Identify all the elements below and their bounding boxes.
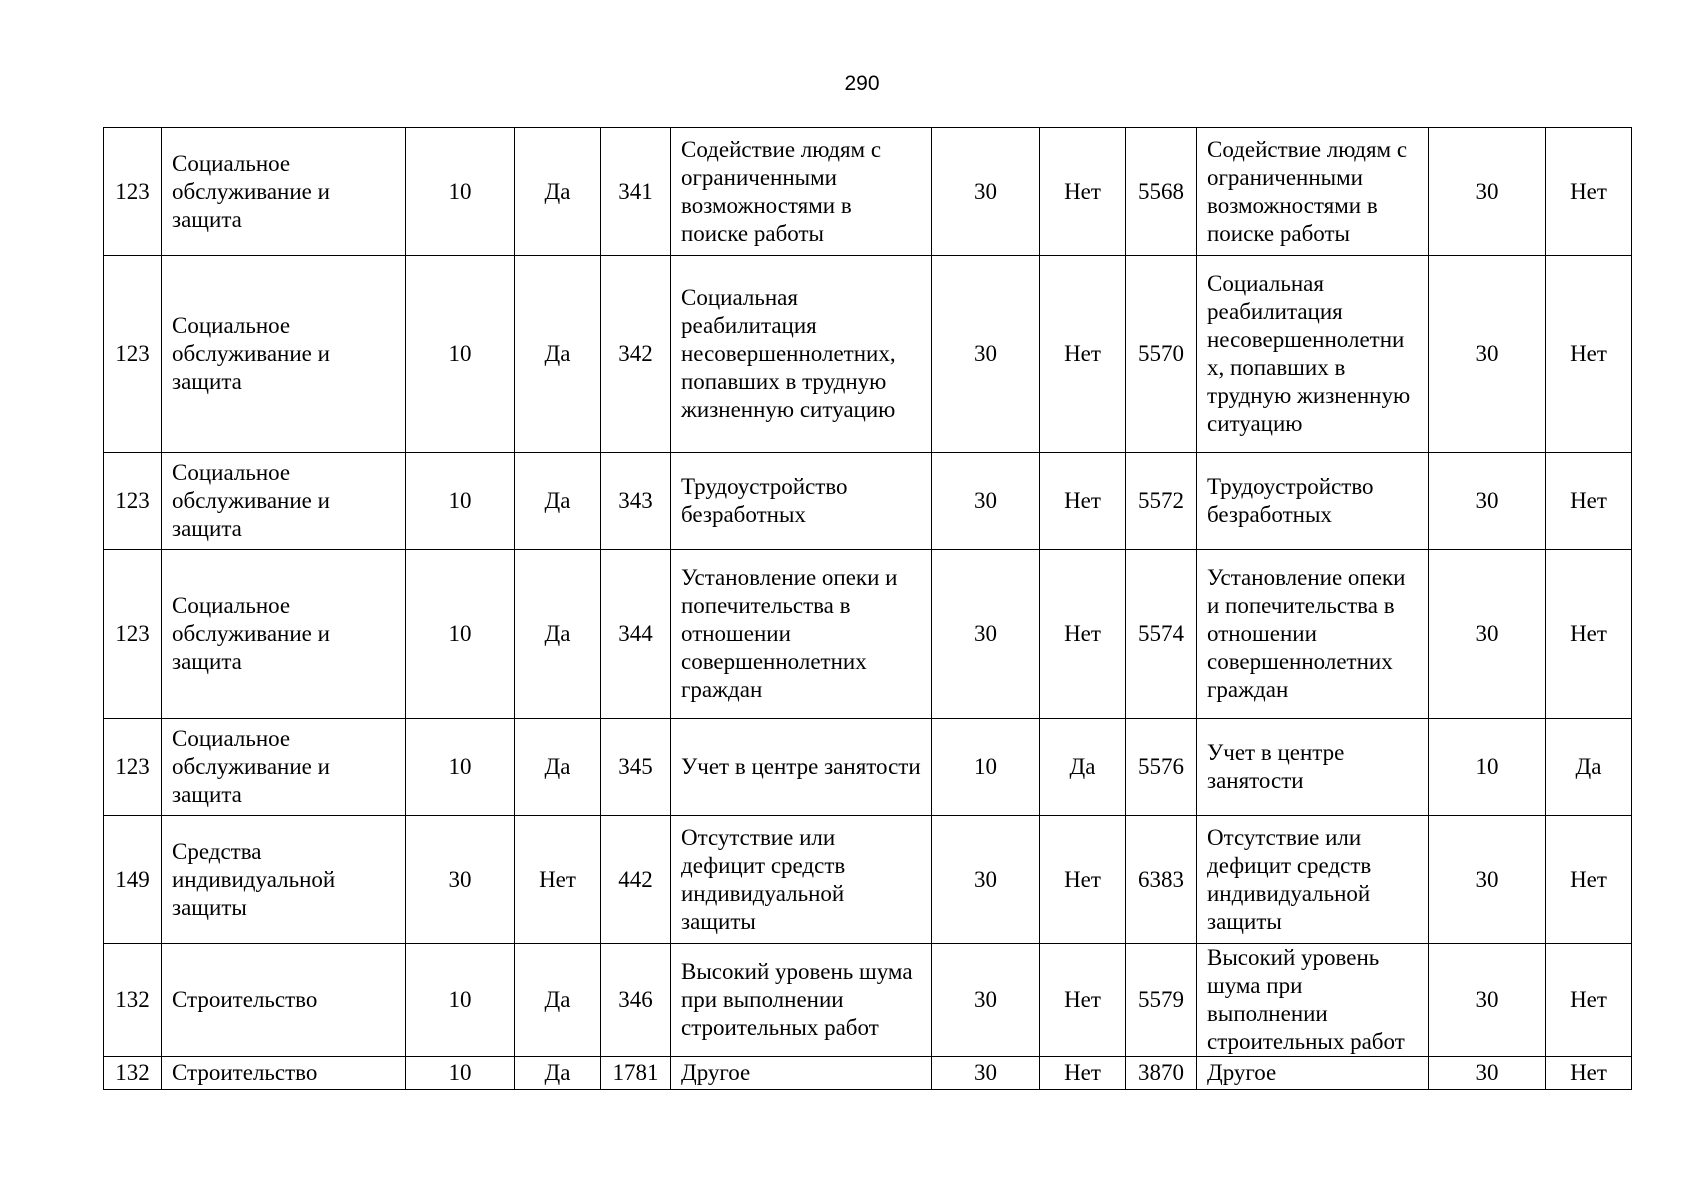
id-cell: 341 [601, 128, 671, 256]
score-cell: 30 [1429, 1057, 1546, 1090]
flag-cell: Нет [1040, 128, 1126, 256]
flag-cell: Нет [1040, 1057, 1126, 1090]
score-cell: 10 [406, 256, 515, 453]
category-cell: Средства индивидуальной защиты [162, 816, 406, 944]
code-cell: 149 [104, 816, 162, 944]
description-cell: Отсутствие или дефицит средств индивидуальной защиты [1197, 816, 1429, 944]
code-cell: 123 [104, 128, 162, 256]
table-row [104, 816, 1632, 944]
score-cell: 10 [406, 1057, 515, 1090]
id-cell: 5568 [1126, 128, 1197, 256]
score-cell: 30 [932, 550, 1040, 719]
flag-cell: Нет [1040, 816, 1126, 944]
flag-cell: Нет [1546, 128, 1632, 256]
flag-cell: Нет [1040, 944, 1126, 1057]
code-cell: 132 [104, 1057, 162, 1090]
category-cell: Строительство [162, 944, 406, 1057]
description-cell: Высокий уровень шума при выполнении строительных работ [1197, 944, 1429, 1057]
id-cell: 5572 [1126, 453, 1197, 550]
description-cell: Учет в центре занятости [671, 719, 932, 816]
score-cell: 10 [406, 550, 515, 719]
id-cell: 346 [601, 944, 671, 1057]
data-table [103, 127, 1632, 1090]
score-cell: 10 [406, 453, 515, 550]
score-cell: 30 [932, 128, 1040, 256]
description-cell: Установление опеки и попечительства в отношении совершеннолетних граждан [671, 550, 932, 719]
code-cell: 123 [104, 256, 162, 453]
score-cell: 30 [1429, 550, 1546, 719]
score-cell: 30 [932, 256, 1040, 453]
score-cell: 30 [932, 453, 1040, 550]
flag-cell: Нет [1040, 256, 1126, 453]
flag-cell: Нет [1546, 256, 1632, 453]
score-cell: 30 [1429, 816, 1546, 944]
description-cell: Трудоустройство безработных [671, 453, 932, 550]
flag-cell: Нет [1546, 550, 1632, 719]
page-number: 290 [844, 72, 880, 95]
flag-cell: Да [515, 944, 601, 1057]
description-cell: Содействие людям с ограниченными возможностями в поиске работы [1197, 128, 1429, 256]
score-cell: 30 [932, 1057, 1040, 1090]
code-cell: 132 [104, 944, 162, 1057]
flag-cell: Да [515, 128, 601, 256]
id-cell: 343 [601, 453, 671, 550]
score-cell: 30 [932, 816, 1040, 944]
description-cell: Социальная реабилитация несовершеннолетни х, попавших в трудную жизненную ситуацию [1197, 256, 1429, 453]
description-cell: Установление опеки и попечительства в отношении совершеннолетних граждан [1197, 550, 1429, 719]
flag-cell: Нет [515, 816, 601, 944]
flag-cell: Да [515, 256, 601, 453]
category-cell: Строительство [162, 1057, 406, 1090]
score-cell: 30 [932, 944, 1040, 1057]
description-cell: Отсутствие или дефицит средств индивидуальной защиты [671, 816, 932, 944]
flag-cell: Нет [1546, 944, 1632, 1057]
table-row [104, 128, 1632, 256]
id-cell: 342 [601, 256, 671, 453]
description-cell: Высокий уровень шума при выполнении строительных работ [671, 944, 932, 1057]
description-cell: Учет в центре занятости [1197, 719, 1429, 816]
category-cell: Социальное обслуживание и защита [162, 256, 406, 453]
flag-cell: Нет [1040, 550, 1126, 719]
description-cell: Другое [671, 1057, 932, 1090]
category-cell: Социальное обслуживание и защита [162, 550, 406, 719]
score-cell: 30 [1429, 256, 1546, 453]
table-row [104, 944, 1632, 1057]
code-cell: 123 [104, 453, 162, 550]
flag-cell: Да [515, 453, 601, 550]
code-cell: 123 [104, 550, 162, 719]
flag-cell: Да [515, 550, 601, 719]
table-row [104, 453, 1632, 550]
table-row [104, 550, 1632, 719]
flag-cell: Нет [1546, 453, 1632, 550]
score-cell: 30 [1429, 128, 1546, 256]
id-cell: 1781 [601, 1057, 671, 1090]
score-cell: 10 [406, 719, 515, 816]
score-cell: 30 [1429, 944, 1546, 1057]
flag-cell: Нет [1546, 1057, 1632, 1090]
flag-cell: Да [1040, 719, 1126, 816]
description-cell: Содействие людям с ограниченными возможностями в поиске работы [671, 128, 932, 256]
flag-cell: Да [1546, 719, 1632, 816]
id-cell: 344 [601, 550, 671, 719]
category-cell: Социальное обслуживание и защита [162, 128, 406, 256]
id-cell: 5570 [1126, 256, 1197, 453]
score-cell: 10 [406, 128, 515, 256]
flag-cell: Да [515, 719, 601, 816]
flag-cell: Нет [1040, 453, 1126, 550]
description-cell: Трудоустройство безработных [1197, 453, 1429, 550]
score-cell: 10 [406, 944, 515, 1057]
score-cell: 30 [1429, 453, 1546, 550]
id-cell: 6383 [1126, 816, 1197, 944]
id-cell: 345 [601, 719, 671, 816]
table-row [104, 256, 1632, 453]
description-cell: Другое [1197, 1057, 1429, 1090]
code-cell: 123 [104, 719, 162, 816]
score-cell: 10 [1429, 719, 1546, 816]
table-body [104, 128, 1632, 1090]
description-cell: Социальная реабилитация несовершеннолетних, попавших в трудную жизненную ситуацию [671, 256, 932, 453]
table-row [104, 1057, 1632, 1090]
flag-cell: Нет [1546, 816, 1632, 944]
category-cell: Социальное обслуживание и защита [162, 453, 406, 550]
id-cell: 5576 [1126, 719, 1197, 816]
id-cell: 3870 [1126, 1057, 1197, 1090]
score-cell: 10 [932, 719, 1040, 816]
id-cell: 5574 [1126, 550, 1197, 719]
flag-cell: Да [515, 1057, 601, 1090]
table-row [104, 719, 1632, 816]
category-cell: Социальное обслуживание и защита [162, 719, 406, 816]
id-cell: 442 [601, 816, 671, 944]
id-cell: 5579 [1126, 944, 1197, 1057]
score-cell: 30 [406, 816, 515, 944]
